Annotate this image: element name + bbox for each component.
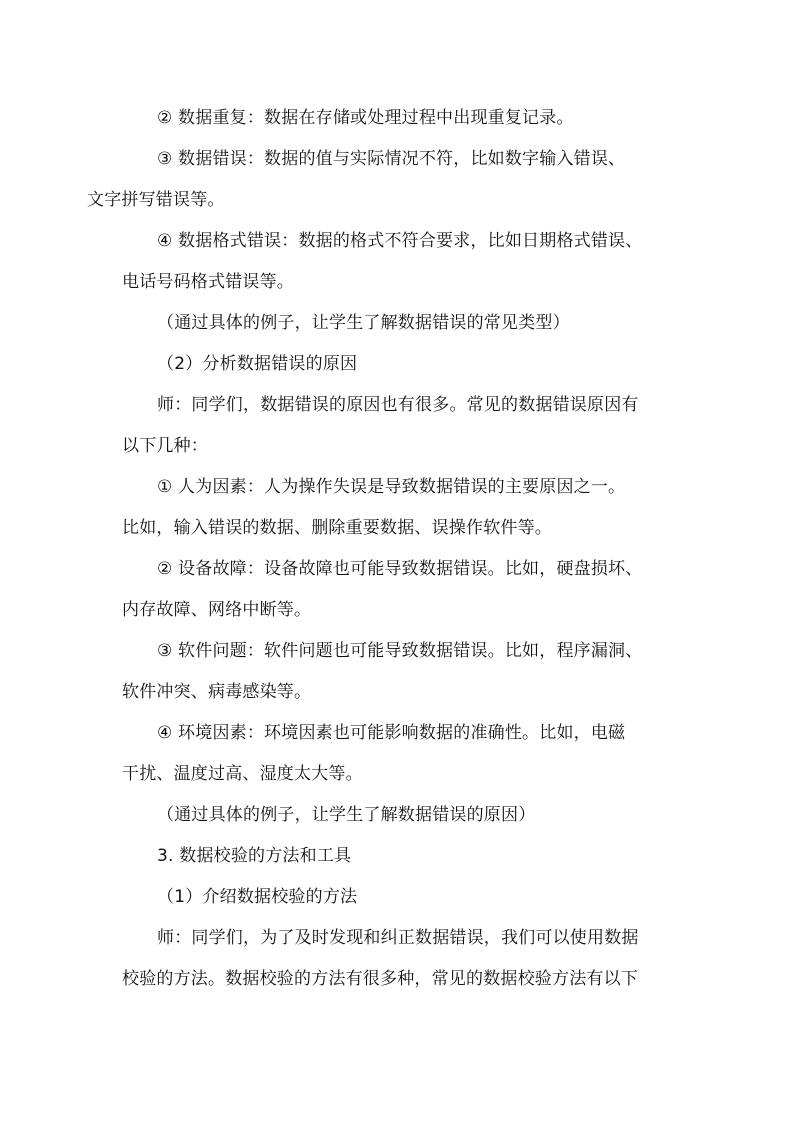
text-line: 电话号码格式错误等。 — [122, 272, 294, 292]
text-line: ③ 软件问题：软件问题也可能导致数据错误。比如，程序漏洞、 — [157, 641, 643, 661]
text-line: 以下几种： — [122, 436, 208, 456]
subheading-validation-methods — [122, 877, 682, 918]
paragraph-data-duplicate — [122, 98, 682, 139]
paragraph-human-factor — [122, 467, 682, 549]
text-line: 干扰、温度过高、湿度太大等。 — [122, 764, 363, 784]
text-line: 内存故障、网络中断等。 — [122, 600, 312, 620]
paragraph-note-types — [122, 303, 682, 344]
text-line: ② 设备故障：设备故障也可能导致数据错误。比如，硬盘损坏、 — [157, 559, 643, 579]
section-heading-validation — [122, 836, 682, 877]
paragraph-data-error — [87, 139, 682, 221]
text-line: 3. 数据校验的方法和工具 — [157, 846, 352, 866]
text-line: 比如，输入错误的数据、删除重要数据、误操作软件等。 — [122, 518, 552, 538]
paragraph-note-causes — [122, 795, 682, 836]
text-line: ③ 数据错误：数据的值与实际情况不符，比如数字输入错误、 — [157, 149, 626, 169]
document-body — [87, 98, 682, 1000]
paragraph-software-issue — [122, 631, 682, 713]
text-line: ② 数据重复：数据在存储或处理过程中出现重复记录。 — [157, 108, 574, 128]
text-line: 文字拼写错误等。 — [87, 190, 225, 210]
paragraph-teacher-causes — [122, 385, 682, 467]
text-line: （1）介绍数据校验的方法 — [157, 887, 358, 907]
text-line: 师：同学们，数据错误的原因也有很多。常见的数据错误原因有 — [157, 395, 639, 415]
text-line: ④ 环境因素：环境因素也可能影响数据的准确性。比如，电磁 — [157, 723, 626, 743]
paragraph-device-fault — [122, 549, 682, 631]
text-line: 软件冲突、病毒感染等。 — [122, 682, 312, 702]
text-line: 校验的方法。数据校验的方法有很多种，常见的数据校验方法有以下 — [122, 969, 638, 989]
text-line: 师：同学们，为了及时发现和纠正数据错误，我们可以使用数据 — [157, 928, 639, 948]
text-line: ① 人为因素：人为操作失误是导致数据错误的主要原因之一。 — [157, 477, 626, 497]
text-line: （通过具体的例子，让学生了解数据错误的原因） — [157, 805, 536, 825]
text-line: （2）分析数据错误的原因 — [157, 354, 358, 374]
paragraph-format-error — [122, 221, 682, 303]
text-line: （通过具体的例子，让学生了解数据错误的常见类型） — [157, 313, 570, 333]
subheading-analyze-causes — [122, 344, 682, 385]
text-line: ④ 数据格式错误：数据的格式不符合要求，比如日期格式错误、 — [157, 231, 643, 251]
paragraph-environment-factor — [122, 713, 682, 795]
paragraph-teacher-validation — [122, 918, 682, 1000]
